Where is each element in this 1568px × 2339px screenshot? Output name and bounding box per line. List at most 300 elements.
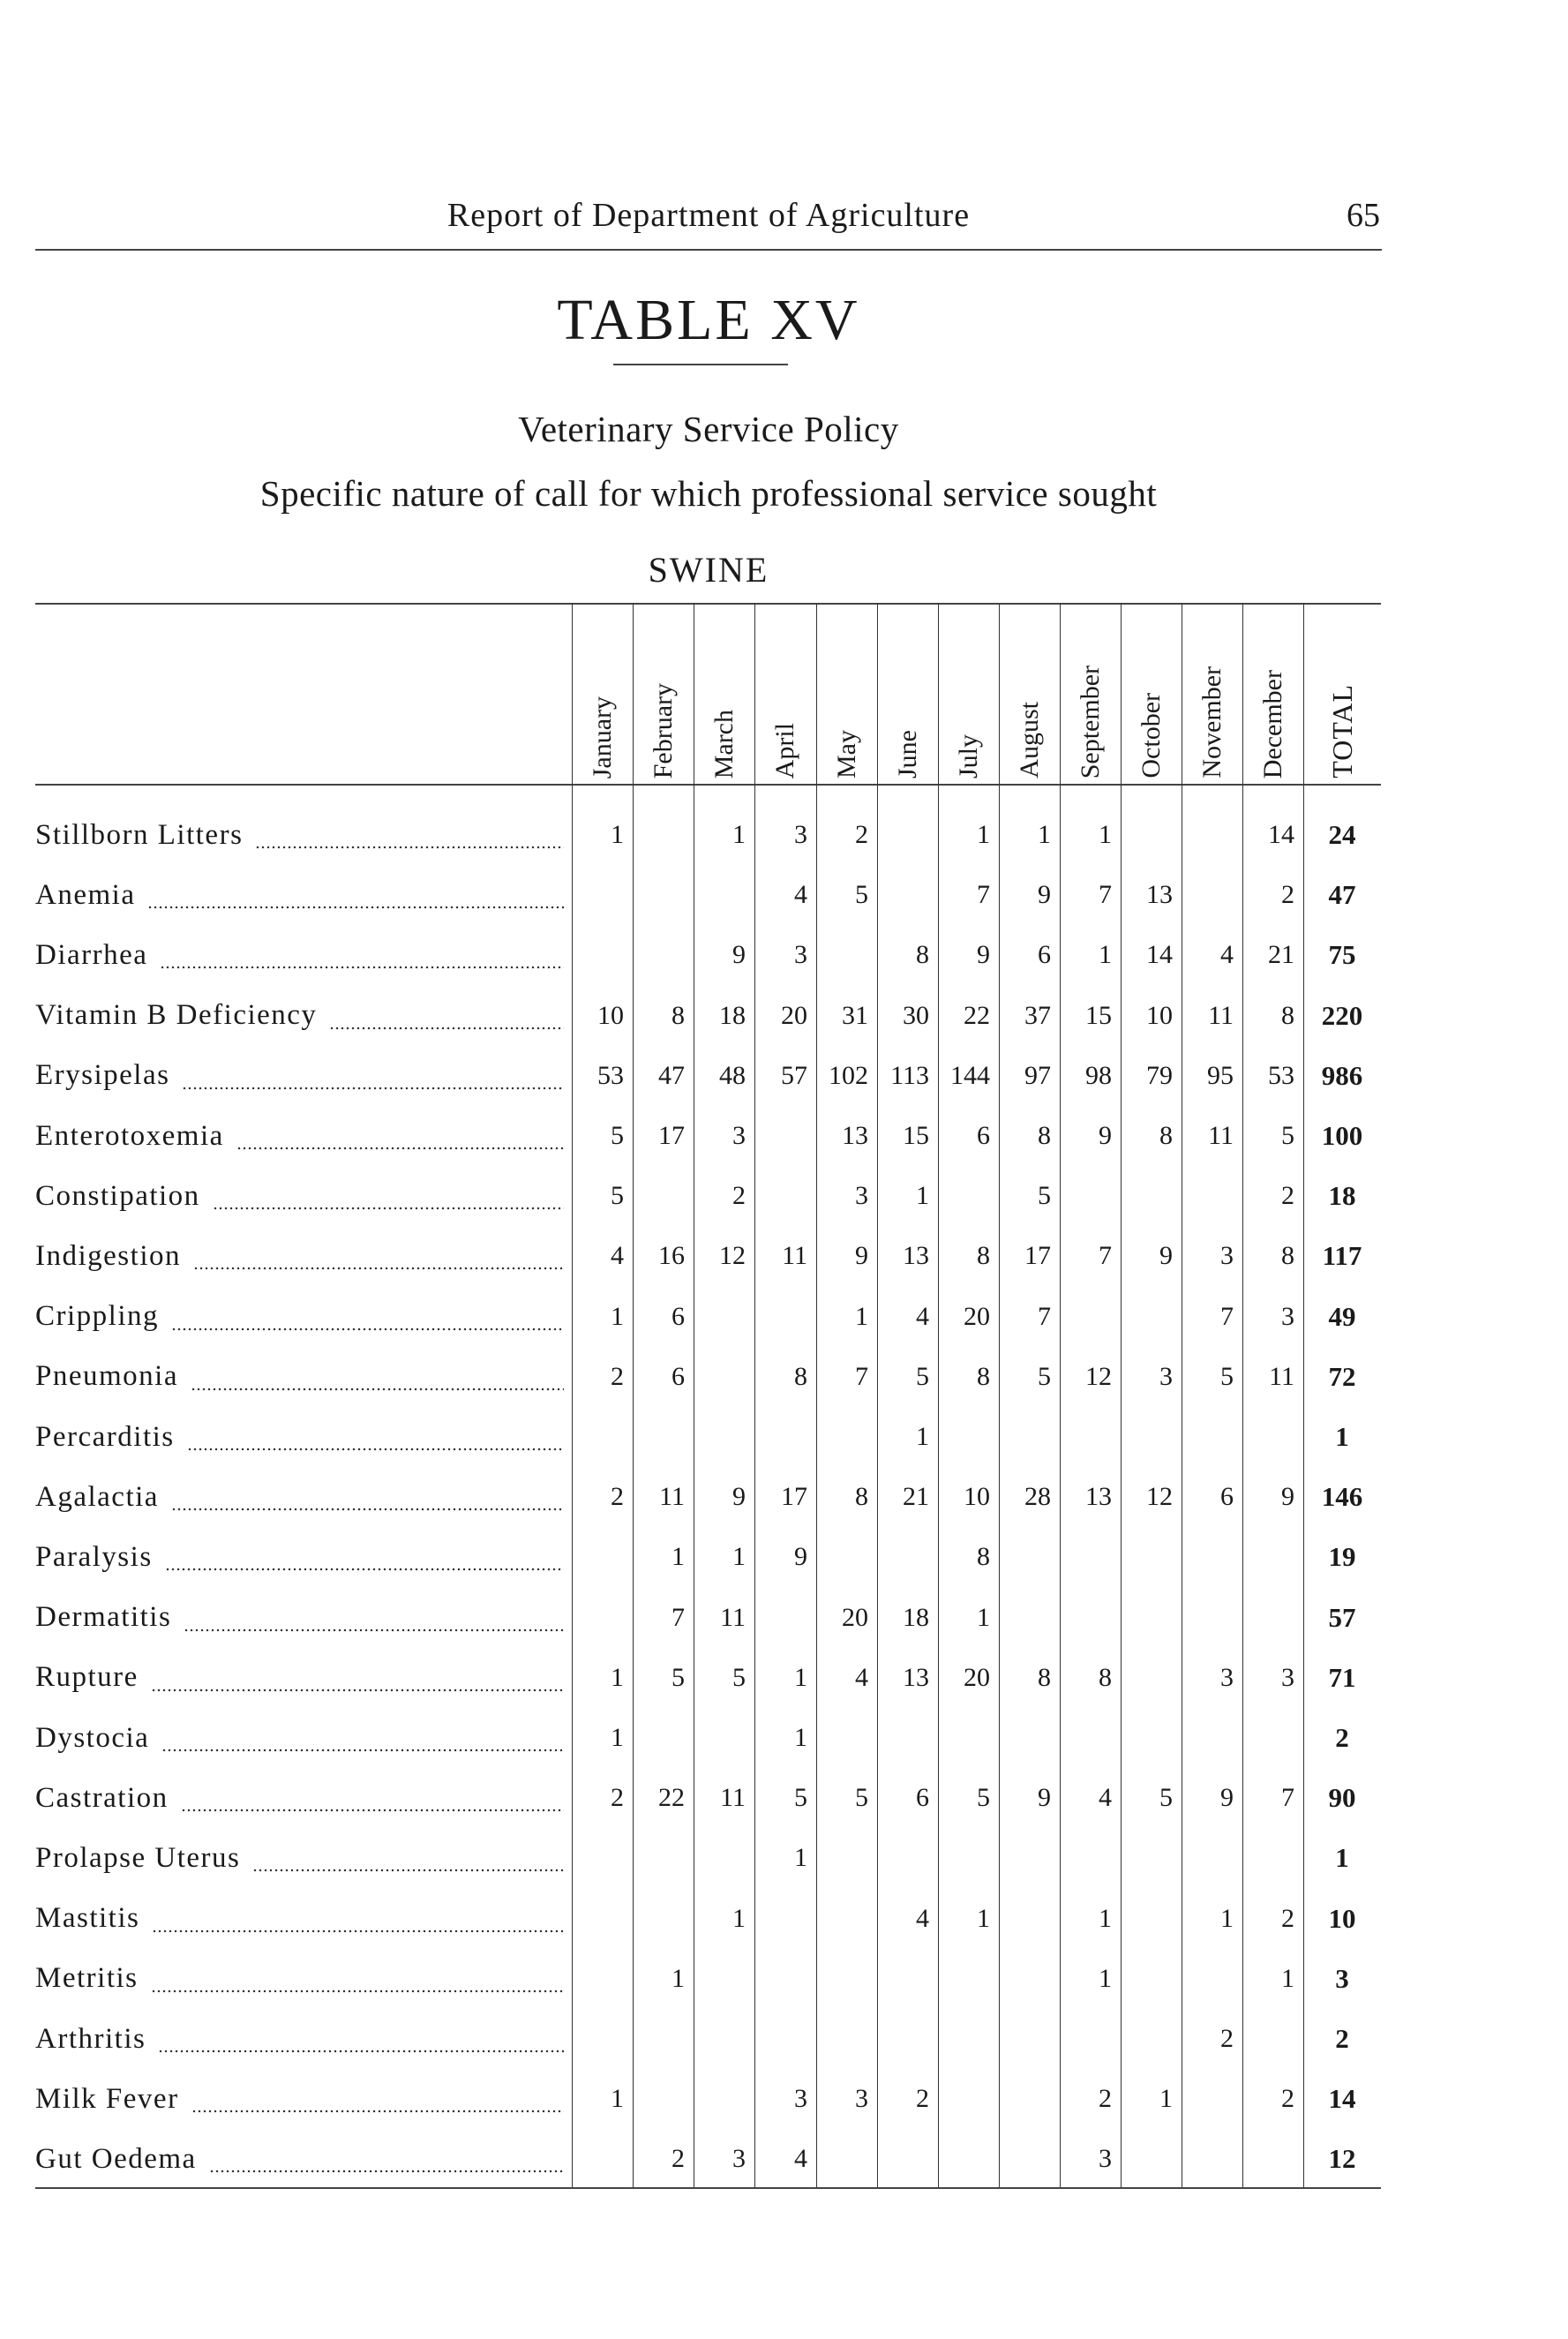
table-cell: 8 [794,1361,807,1391]
table-row [35,1467,1381,1527]
table-row [35,1648,1381,1708]
table-cell [816,925,877,985]
table-cell: 8 [1099,1662,1112,1692]
row-label-text: Gut Oedema [35,2142,197,2175]
table-cell [1121,1949,1182,2009]
table-cell [816,2129,877,2189]
table-cell: 98 [1085,1060,1112,1090]
dot-leader [213,1207,564,1210]
table-cell: 3 [1281,1301,1294,1331]
table-cell: 13 [1146,880,1173,910]
table-cell [1182,865,1242,925]
column-header-label: July [953,733,983,778]
table-cell: 17 [658,1121,685,1150]
table-cell: 13 [903,1662,929,1692]
row-label [35,1708,569,1768]
dot-leader [151,1989,565,1993]
row-label [35,2069,569,2129]
table-cell [999,2009,1060,2069]
row-label-text: Arthritis [35,2022,146,2055]
dot-leader [181,1809,564,1812]
total-cell: 24 [1328,819,1356,850]
table-cell: 2 [732,1181,746,1211]
table-cell [633,2069,694,2129]
total-cell: 10 [1328,1902,1356,1934]
table-cell: 1 [1099,820,1112,849]
table-row [35,1889,1381,1949]
table-cell: 1 [671,1542,685,1572]
running-head-title: Report of Department of Agriculture [446,197,971,234]
table-cell: 9 [732,1482,746,1512]
dot-leader [209,2170,564,2173]
table-cell [633,1166,694,1226]
table-cell: 1 [1281,1963,1294,1993]
total-cell: 90 [1328,1782,1356,1814]
table-cell: 47 [658,1060,685,1090]
table-cell: 8 [671,1000,685,1030]
table-cell [999,1588,1060,1648]
dot-leader [147,906,564,909]
table-cell: 9 [855,1241,868,1271]
table-cell [938,2129,999,2189]
table-cell [1121,1648,1182,1708]
table-row [35,1106,1381,1166]
table-cell [1182,1949,1242,2009]
total-cell: 2 [1335,2023,1349,2054]
table-row [35,1527,1381,1587]
total-cell: 71 [1328,1661,1356,1693]
dot-leader [151,1688,564,1692]
table-cell [1242,2129,1303,2189]
table-cell [694,2069,754,2129]
column-header-label: February [648,682,678,778]
table-cell [816,1949,877,2009]
row-label-text: Milk Fever [35,2082,179,2115]
table-cell: 3 [1099,2144,1112,2174]
table-cell [938,1949,999,2009]
row-label-text: Dystocia [35,1721,150,1754]
table-cell [1182,1708,1242,1768]
table-cell: 8 [1038,1121,1051,1150]
table-cell: 7 [855,1361,868,1391]
row-label-text: Prolapse Uterus [35,1841,241,1874]
table-row [35,865,1381,925]
table-cell: 12 [1085,1361,1112,1391]
table-cell: 14 [1146,940,1173,970]
table-cell: 1 [671,1963,685,1993]
table-cell: 3 [1281,1662,1294,1692]
table-cell: 1 [977,1903,990,1933]
table-cell [694,865,754,925]
row-label [35,1106,569,1166]
table-cell: 7 [1099,880,1112,910]
table-cell: 53 [1268,1060,1294,1090]
table-row [35,1407,1381,1467]
row-label [35,925,569,985]
column-header [1242,605,1303,784]
table-cell [938,2069,999,2129]
table-cell: 1 [916,1422,929,1451]
row-label-text: Agalactia [35,1480,159,1513]
table-cell [694,1828,754,1888]
row-label-text: Crippling [35,1300,160,1333]
table-cell: 17 [781,1482,807,1512]
title-divider [613,364,788,365]
table-cell: 1 [1099,1903,1112,1933]
table-cell: 20 [842,1602,868,1632]
row-label [35,1949,569,2009]
dot-leader [187,1448,564,1451]
table-cell [1060,1527,1121,1587]
table-cell [1121,1287,1182,1347]
table-cell [694,1949,754,2009]
table-cell: 4 [855,1662,868,1692]
row-label-text: Constipation [35,1179,200,1212]
table-cell: 21 [903,1482,929,1512]
table-cell: 95 [1207,1060,1234,1090]
table-cell [938,1407,999,1467]
table-cell [1060,1166,1121,1226]
column-header [572,605,633,784]
table-cell [572,1949,633,2009]
table-cell [999,2129,1060,2189]
table-cell: 1 [1099,1963,1112,1993]
table-cell: 1 [1099,940,1112,970]
table-cell: 1 [1159,2084,1173,2114]
row-label-text: Mastitis [35,1902,140,1935]
table-cell: 13 [903,1241,929,1271]
row-label [35,1467,569,1527]
row-label [35,1648,569,1708]
table-cell: 4 [794,2144,807,2174]
row-label-text: Metritis [35,1962,139,1995]
table-cell [754,1287,816,1347]
total-cell: 75 [1328,939,1356,971]
table-cell [572,1527,633,1587]
table-cell [694,1407,754,1467]
column-header [999,605,1060,784]
table-cell [1060,1407,1121,1467]
table-cell: 4 [794,880,807,910]
table-cell [1121,2009,1182,2069]
row-label [35,2009,569,2069]
table-cell: 8 [1038,1662,1051,1692]
table-cell: 1 [732,820,746,849]
row-label [35,1046,569,1106]
row-label [35,1527,569,1587]
row-label-text: Percarditis [35,1420,175,1453]
table-cell: 5 [977,1783,990,1813]
table-cell [816,1828,877,1888]
table-cell: 21 [1268,940,1294,970]
column-header-label: September [1075,665,1105,778]
table-cell: 30 [903,1000,929,1030]
table-cell: 102 [829,1060,868,1090]
table-cell [877,2129,938,2189]
table-cell: 11 [1208,1000,1234,1030]
table-cell: 5 [1220,1361,1234,1391]
table-cell: 5 [732,1662,746,1692]
total-cell: 47 [1328,879,1356,911]
dot-leader [158,2049,564,2053]
dot-leader [191,2110,564,2113]
table-cell [999,1889,1060,1949]
table-cell [754,1588,816,1648]
dot-leader [171,1508,564,1511]
table-cell: 1 [611,1301,624,1331]
table-cell: 15 [1085,1000,1112,1030]
table-cell: 6 [916,1783,929,1813]
table-row [35,925,1381,985]
row-label [35,865,569,925]
table-cell [1242,1708,1303,1768]
table-cell: 11 [1208,1121,1234,1150]
column-header-label: August [1014,702,1044,778]
table-cell [1060,1287,1121,1347]
table-cell: 9 [1220,1783,1234,1813]
table-cell: 16 [658,1241,685,1271]
column-header-label: April [770,722,799,778]
table-cell: 113 [890,1060,929,1090]
table-cell [1121,1889,1182,1949]
table-cell [754,1106,816,1166]
table-cell: 17 [1024,1241,1051,1271]
total-cell: 18 [1328,1180,1356,1212]
table-cell [1121,1828,1182,1888]
section-label: SWINE [648,550,769,590]
table-cell: 14 [1268,820,1294,849]
row-label [35,986,569,1046]
table-cell [694,1287,754,1347]
column-header [877,605,938,784]
table-cell: 9 [1038,880,1051,910]
table-row [35,1166,1381,1226]
row-label-text: Paralysis [35,1540,153,1573]
total-cell: 72 [1328,1360,1356,1392]
table-cell: 5 [1159,1783,1173,1813]
table-cell: 6 [977,1121,990,1150]
table-cell: 5 [855,880,868,910]
row-label-text: Stillborn Litters [35,818,244,851]
table-cell: 6 [671,1361,685,1391]
table-row [35,1588,1381,1648]
table-cell [1182,1407,1242,1467]
table-cell: 1 [611,820,624,849]
table-row [35,986,1381,1046]
total-cell: 986 [1321,1059,1363,1091]
table-cell [633,2009,694,2069]
table-cell: 4 [916,1301,929,1331]
column-header-label: November [1197,666,1227,778]
table-cell: 3 [732,2144,746,2174]
table-cell: 6 [671,1301,685,1331]
total-cell: 1 [1335,1842,1349,1874]
table-cell: 3 [1220,1662,1234,1692]
table-cell [633,1889,694,1949]
table-row [35,2069,1381,2129]
table-cell [1242,1407,1303,1467]
table-cell: 18 [903,1602,929,1632]
table-cell: 20 [964,1301,990,1331]
table-cell [816,1527,877,1587]
table-cell: 12 [1146,1482,1173,1512]
table-cell [1182,1527,1242,1587]
table-cell: 22 [964,1000,990,1030]
table-cell [877,2009,938,2069]
table-cell: 8 [977,1361,990,1391]
row-label-text: Rupture [35,1661,139,1694]
table-cell: 4 [611,1241,624,1271]
table-cell [938,1708,999,1768]
dot-leader [252,1869,564,1872]
table-cell [1182,2069,1242,2129]
table-cell: 20 [964,1662,990,1692]
table-row [35,805,1381,865]
table-cell [754,2009,816,2069]
table-cell: 3 [855,1181,868,1211]
table-cell: 8 [1159,1121,1173,1150]
dot-leader [171,1327,564,1331]
row-label [35,1588,569,1648]
column-header [1182,605,1242,784]
table-cell: 1 [611,2084,624,2114]
column-header-label: May [831,730,861,778]
table-cell [877,805,938,865]
row-label-text: Pneumonia [35,1360,178,1393]
table-cell: 7 [1220,1301,1234,1331]
table-cell [1182,1588,1242,1648]
dot-leader [152,1929,564,1933]
running-head [35,196,1382,251]
table-cell [1182,1166,1242,1226]
table-cell [999,2069,1060,2129]
table-cell [572,2129,633,2189]
column-header-label: TOTAL [1326,684,1358,778]
table-cell [572,1407,633,1467]
table-cell: 5 [794,1783,807,1813]
table-row [35,1287,1381,1347]
table-cell: 1 [977,1602,990,1632]
table-cell: 2 [1220,2024,1234,2053]
table-cell: 1 [794,1662,807,1692]
table-cell: 8 [916,940,929,970]
table-cell [999,1708,1060,1768]
table-cell: 10 [1146,1000,1173,1030]
row-label-text: Castration [35,1781,169,1814]
table-cell: 11 [782,1241,807,1271]
table-cell: 9 [1038,1783,1051,1813]
table-title: TABLE XV [557,288,860,352]
total-cell: 117 [1322,1240,1362,1272]
total-cell: 1 [1335,1421,1349,1452]
table-cell: 7 [1038,1301,1051,1331]
table-cell: 20 [781,1000,807,1030]
table-cell: 3 [794,820,807,849]
table-cell: 8 [855,1482,868,1512]
table-cell: 31 [842,1000,868,1030]
table-cell: 57 [781,1060,807,1090]
table-cell: 2 [855,820,868,849]
row-label [35,1407,569,1467]
table-cell [1182,805,1242,865]
table-cell: 2 [1281,2084,1294,2114]
dot-leader [182,1087,564,1090]
table-row [35,2129,1381,2189]
table-cell [1242,1588,1303,1648]
table-cell: 10 [964,1482,990,1512]
table-cell [1121,1407,1182,1467]
table-row [35,1226,1381,1286]
table-cell: 37 [1024,1000,1051,1030]
table-cell: 97 [1024,1060,1051,1090]
table-cell: 8 [1281,1241,1294,1271]
column-header [1060,605,1121,784]
total-cell: 2 [1335,1722,1349,1753]
table-cell: 5 [611,1181,624,1211]
row-label [35,805,569,865]
table-cell: 5 [1038,1181,1051,1211]
table-cell: 7 [1099,1241,1112,1271]
total-cell: 146 [1321,1481,1363,1513]
table-cell: 3 [794,2084,807,2114]
table-cell [816,1708,877,1768]
table-cell: 7 [1281,1783,1294,1813]
table-row [35,1828,1381,1888]
table-cell: 53 [597,1060,624,1090]
table-cell: 6 [1038,940,1051,970]
total-cell: 100 [1321,1120,1363,1151]
table-cell [999,1828,1060,1888]
total-cell: 57 [1328,1601,1356,1633]
row-label [35,1166,569,1226]
table-cell [633,805,694,865]
row-label [35,1768,569,1828]
table-cell: 2 [611,1361,624,1391]
column-header [938,605,999,784]
total-cell: 19 [1328,1541,1356,1573]
table-cell [816,1407,877,1467]
row-label-text: Diarrhea [35,938,148,971]
table-cell [572,925,633,985]
column-header [754,605,816,784]
table-cell [633,925,694,985]
table-cell: 15 [903,1121,929,1150]
table-cell [877,1708,938,1768]
table-cell: 4 [916,1903,929,1933]
table-subtitle: Veterinary Service Policy [518,409,899,449]
table-cell: 8 [1281,1000,1294,1030]
total-cell: 3 [1335,1962,1349,1994]
table-cell: 13 [842,1121,868,1150]
table-cell: 1 [794,1723,807,1752]
table-cell [999,1949,1060,2009]
table-cell [1121,1588,1182,1648]
row-label-text: Erysipelas [35,1059,170,1092]
table-cell [754,1166,816,1226]
row-label [35,1226,569,1286]
table-cell [1121,1527,1182,1587]
table-cell [694,2009,754,2069]
table-cell: 79 [1146,1060,1173,1090]
row-label-text: Vitamin B Deficiency [35,999,318,1032]
table-cell: 5 [855,1783,868,1813]
table-cell: 3 [1159,1361,1173,1391]
table-row [35,1046,1381,1106]
table-cell [754,1949,816,2009]
table-cell: 1 [794,1843,807,1873]
column-header [633,605,694,784]
table-cell: 1 [916,1181,929,1211]
